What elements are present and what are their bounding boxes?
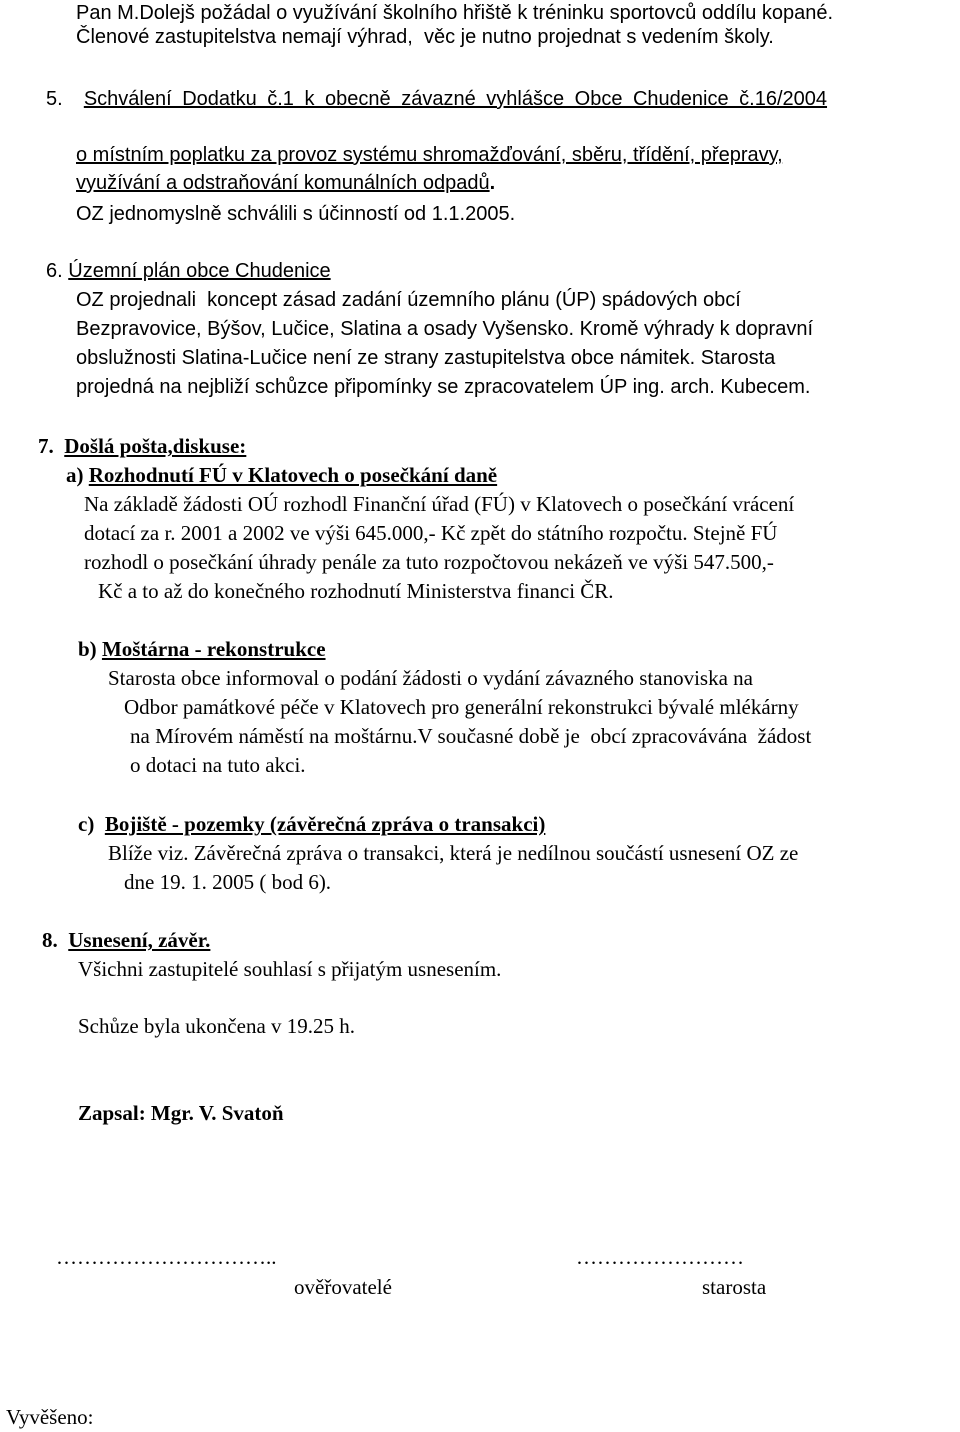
section-7b-line-4: o dotaci na tuto akci. [130,753,306,777]
section-6-heading [46,258,331,284]
section-number: 5. [46,88,63,110]
section-6-line-2: Bezpravovice, Býšov, Lučice, Slatina a osady Vyšensko. Kromě výhrady k dopravní [76,318,814,340]
section-7c-line-2: dne 19. 1. 2005 ( bod 6). [124,870,332,894]
section-7b-line-2: Odbor památkové péče v Klatovech pro generální rekonstrukci bývalé mlékárny [124,695,799,719]
section-7c-heading: c) Bojiště - pozemky (závěrečná zpráva o transakci) [78,812,546,836]
section-6-line-4: projedná na nejbliží schůzce připomínky se zpracovatelem ÚP ing. arch. Kubecem. [76,376,811,398]
recorder: Zapsal: Mgr. V. Svatoň [78,1101,284,1125]
section-7b-line-1: Starosta obce informoval o podání žádosti o vydání závazného stanoviska na [108,666,753,690]
section-7a-line-3: rozhodl o posečkání úhrady penále za tuto rozpočtovou nekázeň ve výši 547.500,- [84,550,774,574]
closing-time: Schůze byla ukončena v 19.25 h. [78,1014,356,1038]
section-7c-line-1: Blíže viz. Závěrečná zpráva o transakci, která je nedílnou součástí usnesení OZ ze [108,841,799,865]
section-7a-heading: a) Rozhodnutí FÚ v Klatovech o posečkání daně [66,463,498,487]
section-5-text: OZ jednomyslně schválili s účinností od 1.1.2005. [76,203,516,225]
section-7-heading [38,433,246,459]
section-number: 7. [38,434,54,458]
section-7a-line-4: Kč a to až do konečného rozhodnutí Ministerstva financi ČR. [98,579,614,603]
signature-line-left: ………………………….. [56,1245,277,1269]
signature-label-mayor: starosta [702,1275,767,1299]
section-title: Územní plán obce Chudenice [68,260,331,282]
section-number: 6. [46,260,63,282]
section-8-line-1: Všichni zastupitelé souhlasí s přijatým usnesením. [78,957,502,981]
section-6-line-3: obslužnosti Slatina-Lučice není ze strany zastupitelstva obce námitek. Starosta [76,347,776,369]
signature-label-verifiers: ověřovatelé [294,1275,392,1299]
signature-line-right: …………………… [576,1245,744,1269]
section-title: Došlá pošta,diskuse: [64,434,247,458]
section-5-heading [46,86,827,112]
section-title: Schválení Dodatku č.1 k obecně závazné vyhlášce Obce Chudenice č.16/2004 [83,88,828,110]
section-7a-line-1: Na základě žádosti OÚ rozhodl Finanční úřad (FÚ) v Klatovech o posečkání vrácení [84,492,795,516]
section-5-title-line-2: o místním poplatku za provoz systému shromažďování, sběru, třídění, přepravy, [76,144,783,166]
section-7a-line-2: dotací za r. 2001 a 2002 ve výši 645.000,- Kč zpět do státního rozpočtu. Stejně FÚ [84,521,778,545]
section-title: Usnesení, závěr. [68,928,211,952]
section-7b-line-3: na Mírovém náměstí na moštárnu.V současné době je obcí zpracovávána žádost [130,724,812,748]
section-6-line-1: OZ projednali koncept zásad zadání územního plánu (ÚP) spádových obcí [76,289,741,311]
p4-line-2: Členové zastupitelstva nemají výhrad, věc je nutno projednat s vedením školy. [76,26,774,48]
section-5-title-line-3: využívání a odstraňování komunálních odpadů. [76,172,496,194]
section-7b-heading: b) Moštárna - rekonstrukce [78,637,326,661]
section-number: 8. [42,928,58,952]
p4-line-1: Pan M.Dolejš požádal o využívání školního hřiště k tréninku sportovců oddílu kopané. [76,2,834,24]
section-8-heading [42,927,210,953]
posted-label: Vyvěšeno: [6,1405,94,1429]
